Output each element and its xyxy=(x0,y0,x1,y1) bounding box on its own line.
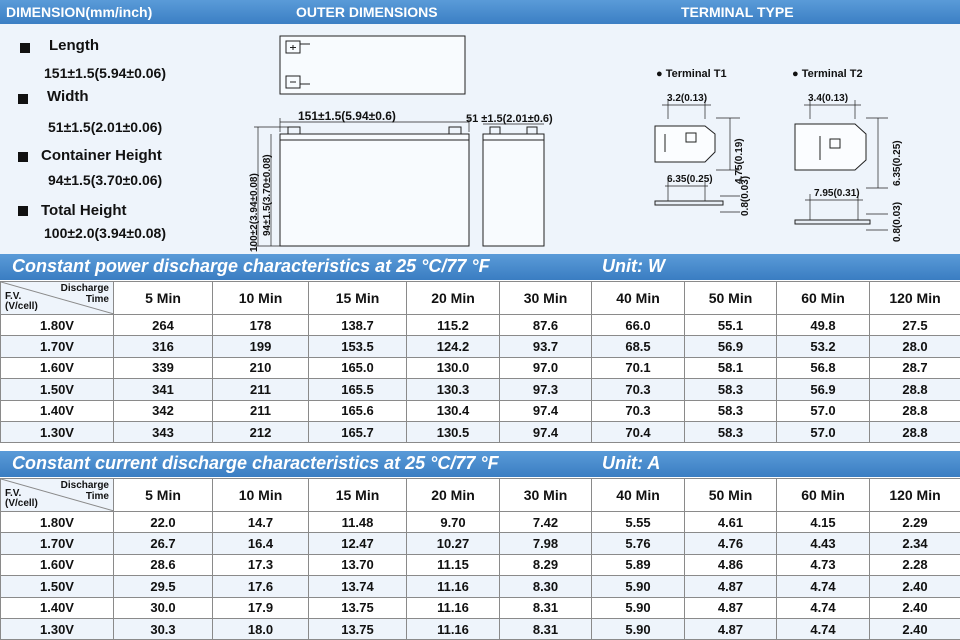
final-voltage-cell: 1.70V xyxy=(1,533,114,554)
terminal-t1-label: ● Terminal T1 xyxy=(656,68,727,80)
table-cell: 4.87 xyxy=(685,576,777,597)
final-voltage-cell: 1.50V xyxy=(1,379,114,400)
table-cell: 5.90 xyxy=(592,597,685,618)
table-cell: 66.0 xyxy=(592,315,685,336)
outer-dimensions-title: OUTER DIMENSIONS xyxy=(296,4,438,20)
terminal-t2-height: 6.35(0.25) xyxy=(892,140,903,186)
table-cell: 4.87 xyxy=(685,618,777,639)
table-row xyxy=(1,400,960,421)
dimension-label-total-height: Total Height xyxy=(41,202,127,219)
dimension-value-container-height: 94±1.5(3.70±0.06) xyxy=(48,172,163,188)
table-cell: 56.8 xyxy=(777,357,870,378)
table-row xyxy=(1,554,960,575)
table-row xyxy=(1,618,960,639)
table-cell: 11.16 xyxy=(407,618,500,639)
current-table-unit: Unit: A xyxy=(602,453,661,473)
table-cell: 17.6 xyxy=(213,576,309,597)
table-cell: 130.5 xyxy=(407,421,500,442)
table-cell: 13.75 xyxy=(309,618,407,639)
table-cell: 4.74 xyxy=(777,618,870,639)
table-cell: 30.0 xyxy=(114,597,213,618)
table-cell: 97.3 xyxy=(500,379,592,400)
table-cell: 210 xyxy=(213,357,309,378)
column-header: 5 Min xyxy=(114,479,213,512)
corner-final-voltage-label: F.V. (V/cell) xyxy=(5,488,38,509)
technical-drawings xyxy=(0,24,960,254)
table-corner-cell xyxy=(1,479,114,512)
table-cell: 5.90 xyxy=(592,618,685,639)
table-cell: 55.1 xyxy=(685,315,777,336)
table-cell: 17.9 xyxy=(213,597,309,618)
outer-container-height-label: 94±1.5(3.70±0.08) xyxy=(262,154,273,236)
table-cell: 28.8 xyxy=(870,379,960,400)
table-cell: 11.16 xyxy=(407,576,500,597)
table-cell: 2.40 xyxy=(870,618,960,639)
final-voltage-cell: 1.40V xyxy=(1,597,114,618)
table-cell: 70.3 xyxy=(592,379,685,400)
final-voltage-cell: 1.60V xyxy=(1,357,114,378)
table-row xyxy=(1,533,960,554)
table-cell: 97.4 xyxy=(500,421,592,442)
table-cell: 115.2 xyxy=(407,315,500,336)
table-cell: 28.8 xyxy=(870,400,960,421)
table-cell: 68.5 xyxy=(592,336,685,357)
column-header: 15 Min xyxy=(309,282,407,315)
table-cell: 49.8 xyxy=(777,315,870,336)
column-header: 60 Min xyxy=(777,479,870,512)
table-cell: 2.40 xyxy=(870,576,960,597)
table-cell: 342 xyxy=(114,400,213,421)
final-voltage-cell: 1.80V xyxy=(1,315,114,336)
corner-final-voltage-label: F.V. (V/cell) xyxy=(5,291,38,312)
table-cell: 58.3 xyxy=(685,400,777,421)
table-cell: 4.61 xyxy=(685,512,777,533)
table-cell: 70.4 xyxy=(592,421,685,442)
terminal-type-title: TERMINAL TYPE xyxy=(681,4,794,20)
table-cell: 4.74 xyxy=(777,597,870,618)
table-cell: 5.90 xyxy=(592,576,685,597)
table-cell: 165.6 xyxy=(309,400,407,421)
table-cell: 341 xyxy=(114,379,213,400)
table-cell: 18.0 xyxy=(213,618,309,639)
final-voltage-cell: 1.50V xyxy=(1,576,114,597)
table-cell: 4.15 xyxy=(777,512,870,533)
terminal-t2-width: 3.4(0.13) xyxy=(808,93,849,104)
power-table-title: Constant power discharge characteristics at 25 °C/77 °F xyxy=(12,256,490,276)
final-voltage-cell: 1.60V xyxy=(1,554,114,575)
table-cell: 7.42 xyxy=(500,512,592,533)
table-cell: 11.15 xyxy=(407,554,500,575)
table-cell: 7.98 xyxy=(500,533,592,554)
table-cell: 12.47 xyxy=(309,533,407,554)
table-cell: 87.6 xyxy=(500,315,592,336)
table-cell: 10.27 xyxy=(407,533,500,554)
table-cell: 58.3 xyxy=(685,379,777,400)
dimension-panel xyxy=(0,24,960,254)
table-cell: 70.3 xyxy=(592,400,685,421)
table-row xyxy=(1,597,960,618)
table-cell: 53.2 xyxy=(777,336,870,357)
terminal-t1-length: 6.35(0.25) xyxy=(667,174,713,185)
table-cell: 14.7 xyxy=(213,512,309,533)
table-cell: 28.7 xyxy=(870,357,960,378)
terminal-t1-width: 3.2(0.13) xyxy=(667,93,708,104)
table-cell: 9.70 xyxy=(407,512,500,533)
table-row xyxy=(1,421,960,442)
corner-discharge-time-label: Discharge Time xyxy=(60,480,109,502)
power-table-banner xyxy=(0,254,960,280)
table-cell: 58.1 xyxy=(685,357,777,378)
column-header: 10 Min xyxy=(213,282,309,315)
final-voltage-cell: 1.40V xyxy=(1,400,114,421)
dimension-label-length: Length xyxy=(49,37,99,54)
final-voltage-cell: 1.30V xyxy=(1,421,114,442)
column-header: 30 Min xyxy=(500,479,592,512)
table-cell: 8.30 xyxy=(500,576,592,597)
table-cell: 57.0 xyxy=(777,421,870,442)
column-header: 15 Min xyxy=(309,479,407,512)
terminal-t2-label: ● Terminal T2 xyxy=(792,68,863,80)
table-cell: 13.70 xyxy=(309,554,407,575)
table-cell: 30.3 xyxy=(114,618,213,639)
table-cell: 26.7 xyxy=(114,533,213,554)
final-voltage-cell: 1.30V xyxy=(1,618,114,639)
table-cell: 11.16 xyxy=(407,597,500,618)
column-header: 40 Min xyxy=(592,282,685,315)
table-cell: 178 xyxy=(213,315,309,336)
dimension-value-length: 151±1.5(5.94±0.06) xyxy=(44,65,167,81)
battery-side-view-drawing xyxy=(483,124,544,246)
table-cell: 124.2 xyxy=(407,336,500,357)
terminal-t1-drawing xyxy=(655,100,740,212)
table-row xyxy=(1,357,960,378)
table-row xyxy=(1,336,960,357)
table-cell: 16.4 xyxy=(213,533,309,554)
table-cell: 4.76 xyxy=(685,533,777,554)
table-cell: 316 xyxy=(114,336,213,357)
dimension-title: DIMENSION(mm/inch) xyxy=(6,4,153,20)
table-cell: 212 xyxy=(213,421,309,442)
table-cell: 211 xyxy=(213,400,309,421)
table-cell: 4.74 xyxy=(777,576,870,597)
table-cell: 165.0 xyxy=(309,357,407,378)
table-cell: 199 xyxy=(213,336,309,357)
current-table-banner xyxy=(0,451,960,477)
table-cell: 93.7 xyxy=(500,336,592,357)
table-cell: 2.34 xyxy=(870,533,960,554)
battery-top-view-drawing xyxy=(280,36,465,94)
table-cell: 22.0 xyxy=(114,512,213,533)
column-header: 50 Min xyxy=(685,479,777,512)
power-discharge-table xyxy=(0,281,960,443)
table-header-row xyxy=(1,282,960,315)
table-cell: 28.6 xyxy=(114,554,213,575)
terminal-t1-thickness: 0.8(0.03) xyxy=(740,175,751,216)
column-header: 30 Min xyxy=(500,282,592,315)
table-cell: 264 xyxy=(114,315,213,336)
table-cell: 339 xyxy=(114,357,213,378)
table-cell: 27.5 xyxy=(870,315,960,336)
table-row xyxy=(1,576,960,597)
table-cell: 165.7 xyxy=(309,421,407,442)
table-cell: 138.7 xyxy=(309,315,407,336)
table-cell: 57.0 xyxy=(777,400,870,421)
table-cell: 8.31 xyxy=(500,597,592,618)
outer-length-label: 151±1.5(5.94±0.6) xyxy=(298,109,396,123)
column-header: 5 Min xyxy=(114,282,213,315)
terminal-t2-length: 7.95(0.31) xyxy=(814,188,860,199)
table-cell: 70.1 xyxy=(592,357,685,378)
column-header: 120 Min xyxy=(870,479,960,512)
table-cell: 4.73 xyxy=(777,554,870,575)
table-cell: 56.9 xyxy=(685,336,777,357)
column-header: 60 Min xyxy=(777,282,870,315)
table-cell: 28.8 xyxy=(870,421,960,442)
table-cell: 130.3 xyxy=(407,379,500,400)
table-cell: 5.55 xyxy=(592,512,685,533)
table-cell: 17.3 xyxy=(213,554,309,575)
table-cell: 4.86 xyxy=(685,554,777,575)
battery-front-view-drawing xyxy=(254,118,469,246)
dimension-value-total-height: 100±2.0(3.94±0.08) xyxy=(44,225,167,241)
table-cell: 97.4 xyxy=(500,400,592,421)
table-cell: 8.29 xyxy=(500,554,592,575)
table-cell: 165.5 xyxy=(309,379,407,400)
table-row xyxy=(1,315,960,336)
final-voltage-cell: 1.80V xyxy=(1,512,114,533)
table-cell: 8.31 xyxy=(500,618,592,639)
table-cell: 29.5 xyxy=(114,576,213,597)
column-header: 120 Min xyxy=(870,282,960,315)
terminal-t1-height: 4.75(0.19) xyxy=(734,138,745,184)
corner-discharge-time-label: Discharge Time xyxy=(60,283,109,305)
table-cell: 153.5 xyxy=(309,336,407,357)
column-header: 20 Min xyxy=(407,282,500,315)
dimension-label-width: Width xyxy=(47,88,89,105)
table-cell: 211 xyxy=(213,379,309,400)
table-cell: 13.74 xyxy=(309,576,407,597)
outer-width-label: 51 ±1.5(2.01±0.6) xyxy=(466,113,553,125)
table-cell: 97.0 xyxy=(500,357,592,378)
table-cell: 5.89 xyxy=(592,554,685,575)
current-table-title: Constant current discharge characteristics at 25 °C/77 °F xyxy=(12,453,499,473)
table-cell: 343 xyxy=(114,421,213,442)
table-cell: 11.48 xyxy=(309,512,407,533)
table-cell: 4.43 xyxy=(777,533,870,554)
table-cell: 4.87 xyxy=(685,597,777,618)
table-cell: 130.0 xyxy=(407,357,500,378)
column-header: 50 Min xyxy=(685,282,777,315)
table-cell: 58.3 xyxy=(685,421,777,442)
table-cell: 56.9 xyxy=(777,379,870,400)
table-corner-cell xyxy=(1,282,114,315)
column-header: 40 Min xyxy=(592,479,685,512)
table-row xyxy=(1,379,960,400)
table-cell: 13.75 xyxy=(309,597,407,618)
table-cell: 2.40 xyxy=(870,597,960,618)
table-row xyxy=(1,512,960,533)
terminal-t2-thickness: 0.8(0.03) xyxy=(892,201,903,242)
dimension-label-container-height: Container Height xyxy=(41,147,162,164)
outer-total-height-label: 100±2(3.94±0.08) xyxy=(249,173,260,252)
final-voltage-cell: 1.70V xyxy=(1,336,114,357)
column-header: 20 Min xyxy=(407,479,500,512)
power-table-unit: Unit: W xyxy=(602,256,665,276)
table-cell: 2.28 xyxy=(870,554,960,575)
terminal-t2-drawing xyxy=(795,100,888,230)
table-cell: 5.76 xyxy=(592,533,685,554)
table-header-row xyxy=(1,479,960,512)
dimension-header-bar xyxy=(0,0,960,24)
dimension-value-width: 51±1.5(2.01±0.06) xyxy=(48,119,163,135)
table-cell: 130.4 xyxy=(407,400,500,421)
table-cell: 2.29 xyxy=(870,512,960,533)
current-discharge-table xyxy=(0,478,960,640)
table-cell: 28.0 xyxy=(870,336,960,357)
column-header: 10 Min xyxy=(213,479,309,512)
